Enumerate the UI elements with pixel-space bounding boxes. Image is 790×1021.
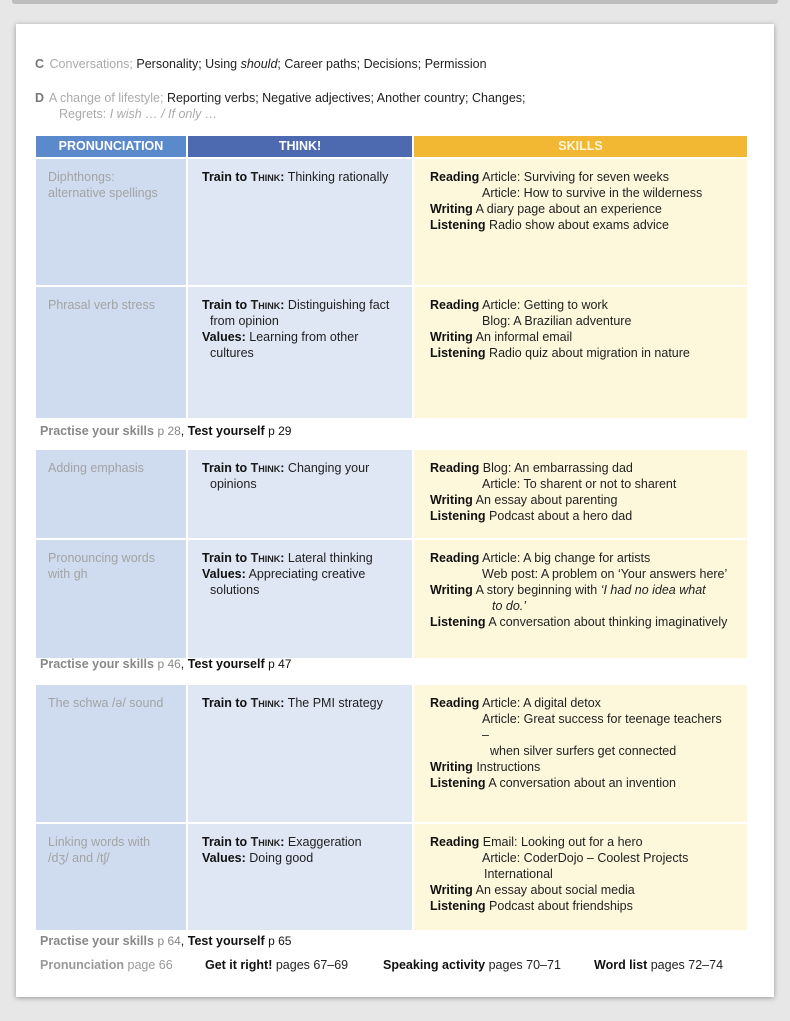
unit-c-summary: C Conversations; Personality; Using should; Career paths; Decisions; Permission: [35, 57, 487, 71]
pronunciation-cell: Diphthongs: alternative spellings: [36, 159, 186, 285]
footer-speaking-activity: Speaking activity pages 70–71: [383, 958, 561, 972]
pronunciation-cell: Linking words with /dʒ/ and /tʃ/: [36, 824, 186, 930]
practise-skills-line: Practise your skills p 64, Test yourself p 65: [40, 934, 292, 948]
think-cell: Train to Think: Lateral thinking Values: Appreciating creative solutions: [188, 540, 412, 658]
pronunciation-cell: The schwa /ə/ sound: [36, 685, 186, 822]
unit-letter: C: [35, 57, 45, 71]
footer-word-list: Word list pages 72–74: [594, 958, 724, 972]
header-pronunciation: PRONUNCIATION: [36, 136, 186, 157]
pronunciation-cell: Phrasal verb stress: [36, 287, 186, 418]
practise-skills-line: Practise your skills p 46, Test yourself p 47: [40, 657, 292, 671]
practise-skills-line: Practise your skills p 28, Test yourself p 29: [40, 424, 292, 438]
skills-cell: Reading Article: A digital detox Article: Great success for teenage teachers – when silver surfers get connected Writing Instructions Listening A conversation about an invention: [414, 685, 747, 822]
think-cell: Train to Think: Thinking rationally: [188, 159, 412, 285]
skills-cell: Reading Article: Surviving for seven weeks Article: How to survive in the wilderness Writing A diary page about an experience Listening Radio show about exams advice: [414, 159, 747, 285]
footer-pronunciation: Pronunciation page 66: [40, 958, 173, 972]
header-think: THINK!: [188, 136, 412, 157]
unit-d-summary: D A change of lifestyle; Reporting verbs; Negative adjectives; Another country; Changes; Regrets: I wish … / If only …: [35, 91, 526, 121]
think-cell: Train to Think: The PMI strategy: [188, 685, 412, 822]
skills-cell: Reading Blog: An embarrassing dad Article: To sharent or not to sharent Writing An essay about parenting Listening Podcast about a hero dad: [414, 450, 747, 538]
skills-cell: Reading Email: Looking out for a hero Article: CoderDojo – Coolest Projects International Writing An essay about social media Listening Podcast about friendships: [414, 824, 747, 930]
pronunciation-cell: Adding emphasis: [36, 450, 186, 538]
skills-cell: Reading Article: Getting to work Blog: A Brazilian adventure Writing An informal email Listening Radio quiz about migration in nature: [414, 287, 747, 418]
page-top-edge: [12, 0, 778, 4]
pronunciation-cell: Pronouncing words with gh: [36, 540, 186, 658]
think-cell: Train to Think: Changing your opinions: [188, 450, 412, 538]
footer-get-it-right: Get it right! pages 67–69: [205, 958, 349, 972]
think-cell: Train to Think: Distinguishing fact from opinion Values: Learning from other cultures: [188, 287, 412, 418]
contents-page: [16, 24, 774, 997]
header-skills: SKILLS: [414, 136, 747, 157]
think-cell: Train to Think: Exaggeration Values: Doing good: [188, 824, 412, 930]
skills-cell: Reading Article: A big change for artists Web post: A problem on ‘Your answers here’ Writing A story beginning with ‘I had no idea what to do.’ Listening A conversation about thinking imaginatively: [414, 540, 747, 658]
unit-letter: D: [35, 91, 45, 105]
